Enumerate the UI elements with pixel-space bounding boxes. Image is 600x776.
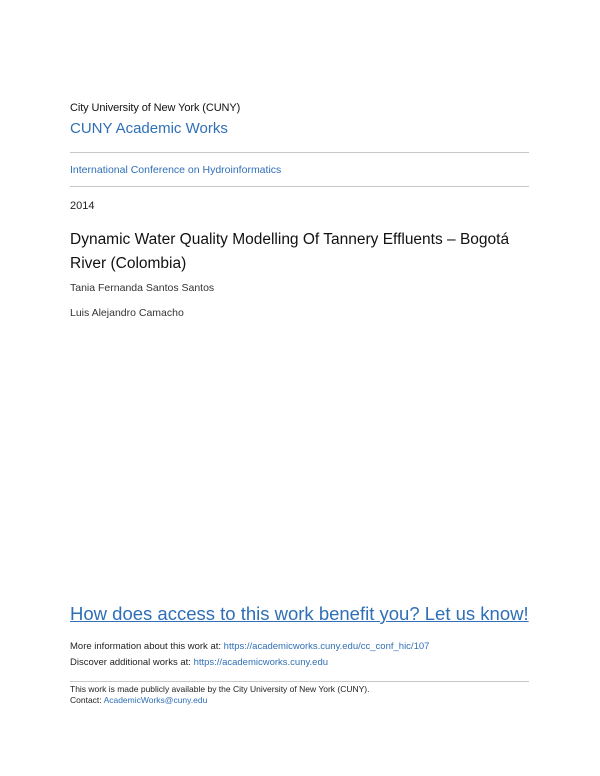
contact-email-link[interactable]: AcademicWorks@cuny.edu — [103, 695, 208, 705]
more-info-line — [70, 641, 429, 652]
divider — [70, 186, 529, 187]
repository-link[interactable]: CUNY Academic Works — [70, 120, 228, 137]
contact-line — [70, 695, 207, 705]
publication-year: 2014 — [70, 200, 95, 212]
discover-url-link[interactable]: https://academicworks.cuny.edu — [193, 657, 329, 668]
conference-link[interactable]: International Conference on Hydroinformatics — [70, 164, 282, 176]
feedback-link[interactable]: How does access to this work benefit you? Let us know! — [70, 603, 529, 624]
more-info-label: More information about this work at: — [70, 641, 222, 652]
disclaimer-text: This work is made publicly available by the City University of New York (CUNY). — [70, 684, 370, 694]
paper-title: Dynamic Water Quality Modelling Of Tannery Effluents – Bogotá River (Colombia) — [70, 231, 510, 272]
author-name: Tania Fernanda Santos Santos — [70, 282, 215, 294]
footer-divider — [70, 681, 529, 682]
more-info-url-link[interactable]: https://academicworks.cuny.edu/cc_conf_hic/107 — [223, 641, 430, 652]
author-name: Luis Alejandro Camacho — [70, 307, 184, 319]
institution-name: City University of New York (CUNY) — [70, 102, 241, 114]
discover-line — [70, 657, 328, 668]
discover-label: Discover additional works at: — [70, 657, 191, 668]
contact-label: Contact: — [70, 695, 102, 705]
divider — [70, 152, 529, 153]
